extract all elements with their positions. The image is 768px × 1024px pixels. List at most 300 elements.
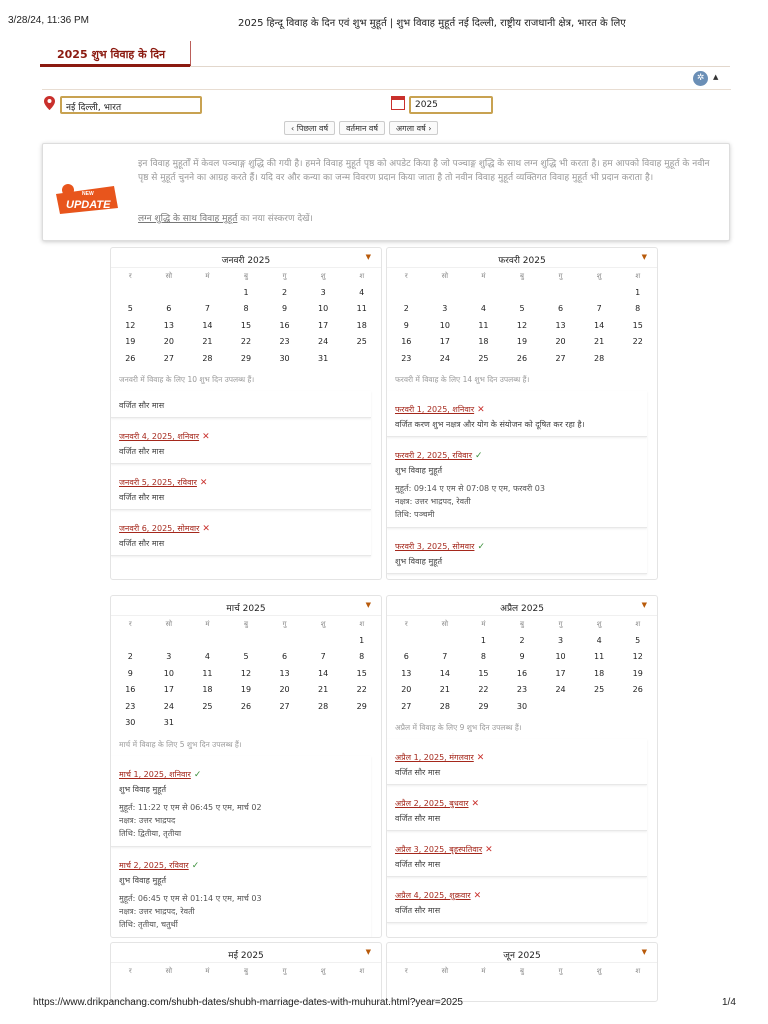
- empty-cell: [304, 633, 343, 650]
- muhurat-detail-line: नक्षत्र: उत्तर भाद्रपद, रेवती: [395, 497, 471, 506]
- muhurat-status: वर्जित सौर मास: [395, 906, 441, 915]
- weekday-label: मं: [481, 620, 486, 628]
- calendar-day[interactable]: 8: [635, 304, 641, 313]
- calendar-day[interactable]: 5: [127, 304, 133, 313]
- cross-icon: ✕: [202, 432, 210, 442]
- calendar-day[interactable]: 7: [442, 652, 448, 661]
- calendar-day[interactable]: 22: [356, 685, 367, 694]
- calendar-day[interactable]: 27: [401, 701, 412, 711]
- chevron-down-icon[interactable]: ▼: [365, 601, 371, 609]
- muhurat-status: वर्जित करण शुभ नक्षत्र और योग के संयोजन को दूषित कर रहा है।: [395, 420, 585, 429]
- calendar-day[interactable]: 12: [125, 320, 136, 330]
- muhurat-date-link[interactable]: जनवरी 4, 2025, शनिवार: [119, 432, 200, 441]
- calendar-day[interactable]: 17: [439, 337, 450, 346]
- muhurat-date-link[interactable]: अप्रैल 1, 2025, मंगलवार: [395, 753, 474, 762]
- month-header[interactable]: [111, 943, 381, 963]
- month-title: मार्च 2025: [226, 604, 266, 614]
- empty-cell: [265, 633, 304, 650]
- calendar-day[interactable]: 28: [439, 701, 450, 711]
- month-card: [110, 595, 382, 938]
- calendar-day[interactable]: 15: [478, 668, 489, 678]
- list-item: [111, 847, 371, 938]
- empty-cell: [150, 285, 189, 302]
- calendar-day[interactable]: 9: [282, 304, 288, 313]
- chevron-down-icon[interactable]: ▼: [641, 601, 647, 609]
- muhurat-status: वर्जित सौर मास: [395, 768, 441, 777]
- month-card: [386, 247, 658, 580]
- list-item: [387, 391, 647, 437]
- month-summary: फरवरी में विवाह के लिए 14 शुभ दिन उपलब्ध हैं।: [395, 375, 530, 384]
- calendar-day[interactable]: 6: [403, 652, 409, 661]
- calendar-day[interactable]: 18: [594, 668, 605, 678]
- location-input[interactable]: नई दिल्ली, भारत: [60, 96, 202, 114]
- calendar-day[interactable]: 25: [478, 353, 489, 363]
- month-header[interactable]: [111, 596, 381, 616]
- muhurat-details: [395, 482, 647, 521]
- weekday-label: गु: [282, 620, 287, 628]
- weekday-label: सो: [165, 620, 173, 628]
- calendar-day[interactable]: 13: [163, 320, 174, 330]
- empty-cell: [541, 285, 580, 302]
- calendar-day[interactable]: 18: [478, 337, 489, 346]
- calendar-day[interactable]: 21: [439, 685, 450, 694]
- weekday-label: शु: [596, 272, 602, 280]
- empty-cell: [150, 633, 189, 650]
- calendar-day[interactable]: 10: [555, 652, 566, 661]
- empty-cell: [580, 285, 619, 302]
- date-list: [111, 756, 381, 938]
- weekday-label: शु: [320, 967, 326, 975]
- chevron-down-icon[interactable]: ▼: [641, 253, 647, 261]
- calendar-day[interactable]: 25: [594, 685, 605, 694]
- weekday-label: श: [359, 620, 365, 628]
- date-list: [387, 391, 657, 574]
- cross-icon: ✕: [202, 524, 210, 534]
- muhurat-details: [119, 892, 371, 931]
- weekday-label: गु: [558, 272, 563, 280]
- muhurat-detail-line: तिथि: पञ्चमी: [395, 510, 435, 519]
- empty-cell: [188, 633, 227, 650]
- calendar-day[interactable]: 7: [596, 304, 602, 313]
- year-navigation: [284, 121, 438, 135]
- calendar-day[interactable]: 26: [632, 685, 643, 694]
- muhurat-detail-line: मुहूर्त: 09:14 ए एम से 07:08 ए एम, फरवरी 03: [395, 484, 545, 493]
- cross-icon: ✕: [473, 891, 482, 901]
- chevron-down-icon[interactable]: ▼: [365, 253, 371, 261]
- calendar-day[interactable]: 14: [202, 320, 213, 330]
- calendar-day[interactable]: 17: [555, 668, 566, 678]
- weekday-label: श: [359, 272, 365, 280]
- muhurat-date-link[interactable]: मार्च 1, 2025, शनिवार: [119, 769, 191, 779]
- month-card: [386, 942, 658, 1002]
- calendar-day[interactable]: 20: [401, 685, 412, 694]
- calendar-day[interactable]: 28: [594, 353, 605, 363]
- calendar-day[interactable]: 19: [516, 337, 528, 346]
- empty-cell: [227, 633, 266, 650]
- empty-cell: [387, 633, 426, 650]
- muhurat-date-link[interactable]: अप्रैल 4, 2025, शुक्रवार: [395, 891, 471, 900]
- print-date: 3/28/24, 11:36 PM: [8, 15, 89, 26]
- weekday-label: शु: [320, 620, 326, 628]
- muhurat-status: वर्जित सौर मास: [119, 447, 165, 456]
- calendar-day[interactable]: 8: [359, 652, 365, 661]
- calendar-day[interactable]: 4: [596, 635, 602, 645]
- calendar-day[interactable]: 2: [282, 287, 288, 297]
- weekday-label: सो: [441, 967, 449, 975]
- calendar-day[interactable]: 2: [127, 652, 133, 661]
- weekday-label: श: [635, 272, 641, 280]
- list-item: [387, 528, 647, 574]
- cross-icon: ✕: [471, 799, 480, 809]
- empty-cell: [426, 285, 465, 302]
- weekday-label: र: [404, 967, 408, 975]
- notice-link-line: [138, 211, 313, 224]
- month-title: जून 2025: [503, 951, 541, 961]
- calendar-day[interactable]: 26: [125, 353, 136, 363]
- month-summary: अप्रैल में विवाह के लिए 9 शुभ दिन उपलब्ध हैं।: [395, 723, 522, 732]
- check-icon: ✓: [477, 542, 485, 552]
- calendar-day[interactable]: 5: [519, 304, 525, 313]
- calendar-day[interactable]: 5: [243, 652, 249, 661]
- weekday-label: गु: [282, 272, 287, 280]
- empty-cell: [111, 285, 150, 302]
- calendar-day[interactable]: 20: [279, 685, 290, 694]
- weekday-label: श: [635, 620, 641, 628]
- divider: [42, 89, 731, 90]
- calendar-day[interactable]: 27: [279, 701, 290, 711]
- muhurat-date-link[interactable]: अप्रैल 2, 2025, बुधवार: [395, 799, 469, 808]
- calendar-day[interactable]: 9: [127, 668, 133, 678]
- muhurat-status: वर्जित सौर मास: [119, 539, 165, 548]
- muhurat-date-link[interactable]: फरवरी 3, 2025, सोमवार: [395, 542, 475, 551]
- muhurat-detail-line: नक्षत्र: उत्तर भाद्रपद: [119, 815, 176, 825]
- chevron-down-icon[interactable]: ▼: [641, 948, 647, 956]
- weekday-label: गु: [558, 967, 563, 975]
- calendar-grid: [387, 268, 657, 367]
- month-title: अप्रैल 2025: [500, 604, 544, 614]
- list-item: [111, 464, 371, 510]
- weekday-label: सो: [165, 272, 173, 280]
- calendar-day[interactable]: 12: [632, 652, 643, 661]
- calendar-day[interactable]: 30: [516, 701, 528, 711]
- calendar-day[interactable]: 28: [202, 353, 213, 363]
- muhurat-detail-line: मुहूर्त: 11:22 ए एम से 06:45 ए एम, मार्च 02: [119, 802, 262, 812]
- weekday-label: शु: [596, 620, 602, 628]
- list-item: [387, 877, 647, 923]
- new-update-badge: [52, 182, 121, 215]
- calendar-day[interactable]: 25: [356, 337, 367, 346]
- calendar-day[interactable]: 10: [163, 668, 174, 678]
- calendar-day[interactable]: 23: [516, 685, 528, 694]
- calendar-day[interactable]: 12: [516, 320, 528, 330]
- calendar-day[interactable]: 18: [202, 685, 213, 694]
- page-title-tab[interactable]: 2025 शुभ विवाह के दिन: [40, 41, 191, 67]
- calendar-day[interactable]: 6: [558, 304, 564, 313]
- month-card: [386, 595, 658, 938]
- calendar-day[interactable]: 29: [240, 353, 252, 363]
- calendar-grid: [111, 268, 381, 367]
- cross-icon: ✕: [477, 405, 485, 415]
- check-icon: ✓: [474, 451, 483, 461]
- calendar-day[interactable]: 10: [318, 304, 329, 313]
- settings-icon[interactable]: ✲: [693, 71, 708, 86]
- calendar-day[interactable]: 15: [240, 320, 252, 330]
- calendar-day[interactable]: 23: [279, 337, 290, 346]
- weekday-label: बु: [243, 620, 248, 628]
- muhurat-detail-line: मुहूर्त: 06:45 ए एम से 01:14 ए एम, मार्च 03: [119, 893, 262, 903]
- month-summary: जनवरी में विवाह के लिए 10 शुभ दिन उपलब्ध हैं।: [119, 375, 255, 384]
- calendar-day[interactable]: 12: [240, 668, 252, 678]
- calendar-day[interactable]: 4: [480, 304, 486, 313]
- calendar-day[interactable]: 14: [318, 668, 329, 678]
- muhurat-status: वर्जित सौर मास: [119, 401, 165, 410]
- calendar-day[interactable]: 11: [202, 668, 213, 678]
- list-item: [387, 739, 647, 785]
- muhurat-date-link[interactable]: मार्च 2, 2025, रविवार: [119, 860, 189, 870]
- print-page-number: 1/4: [722, 997, 736, 1008]
- cross-icon: ✕: [476, 753, 485, 763]
- weekday-label: बु: [519, 272, 524, 280]
- year-input[interactable]: 2025: [409, 96, 493, 114]
- calendar-day[interactable]: 4: [359, 287, 365, 297]
- calendar-day[interactable]: 29: [356, 701, 367, 711]
- new-muhurat-link[interactable]: लग्न शुद्धि के साथ विवाह मुहूर्त: [138, 214, 238, 224]
- calendar-day[interactable]: 8: [243, 304, 249, 313]
- calendar-day[interactable]: 3: [166, 652, 172, 661]
- calendar-day[interactable]: 3: [442, 304, 448, 313]
- weekday-label: र: [128, 620, 132, 628]
- empty-cell: [464, 285, 503, 302]
- calendar-day[interactable]: 16: [516, 668, 528, 678]
- calendar-day[interactable]: 15: [356, 668, 367, 678]
- muhurat-status: शुभ विवाह मुहूर्त: [395, 466, 443, 475]
- weekday-label: बु: [243, 272, 248, 280]
- calendar-day[interactable]: 11: [356, 304, 367, 313]
- calendar-grid: [387, 616, 657, 715]
- list-item: [111, 391, 371, 418]
- calendar-day[interactable]: 23: [125, 701, 136, 711]
- calendar-day[interactable]: 19: [632, 668, 643, 678]
- weekday-label: श: [359, 967, 365, 975]
- calendar-day[interactable]: 11: [594, 652, 605, 661]
- list-item: [387, 785, 647, 831]
- calendar-day[interactable]: 6: [166, 304, 172, 313]
- calendar-grid: [111, 616, 381, 732]
- calendar-day[interactable]: 11: [478, 320, 489, 330]
- weekday-label: श: [635, 967, 641, 975]
- calendar-day[interactable]: 23: [401, 353, 412, 363]
- notice-text: इन विवाह मुहूर्तों में केवल पञ्चाङ्ग शुद्धि की गयी है। हमने विवाह मुहूर्त पृष्ठ को अपडेट किया है जो पञ्चाङ्ग शुद्धि के साथ लग्न शुद्धि भी करता है। हम आपको विवाह मुहूर्त के नवीन पृष्ठ से मुहूर्त चुनने का आग्रह करते हैं। यदि वर और कन्या का जन्म विवरण प्रदान किया जाता है तो नवीन विवाह मुहूर्त व्यक्तिगत विवाह मुहूर्त भी प्रदान कराता है।: [138, 159, 710, 183]
- weekday-label: बु: [519, 967, 524, 975]
- muhurat-date-link[interactable]: जनवरी 6, 2025, सोमवार: [119, 524, 200, 533]
- muhurat-date-link[interactable]: फरवरी 1, 2025, शनिवार: [395, 405, 475, 414]
- calendar-day[interactable]: 20: [555, 337, 566, 346]
- calendar-day[interactable]: 14: [594, 320, 605, 330]
- location-pin-icon: [44, 96, 55, 110]
- calendar-day[interactable]: 8: [480, 652, 486, 661]
- month-title: फरवरी 2025: [498, 256, 546, 266]
- weekday-label: बु: [243, 967, 248, 975]
- calendar-day[interactable]: 13: [279, 668, 290, 678]
- month-header[interactable]: [387, 943, 657, 963]
- month-header[interactable]: [111, 248, 381, 268]
- calendar-day[interactable]: 14: [439, 668, 450, 678]
- calendar-day[interactable]: 21: [318, 685, 329, 694]
- month-header[interactable]: [387, 596, 657, 616]
- weekday-label: मं: [481, 272, 486, 280]
- calendar-day[interactable]: 1: [243, 287, 249, 297]
- muhurat-detail-line: नक्षत्र: उत्तर भाद्रपद, रेवती: [119, 906, 195, 916]
- weekday-label: र: [404, 620, 408, 628]
- calendar-day[interactable]: 15: [632, 320, 643, 330]
- weekday-label: शु: [596, 967, 602, 975]
- calendar-day[interactable]: 25: [202, 701, 213, 711]
- divider: [190, 66, 730, 67]
- calendar-day[interactable]: 29: [478, 701, 489, 711]
- calendar-day[interactable]: 2: [519, 635, 525, 645]
- calendar-day[interactable]: 19: [240, 685, 252, 694]
- weekday-label: सो: [165, 967, 173, 975]
- calendar-day[interactable]: 1: [480, 635, 486, 645]
- empty-cell: [188, 285, 227, 302]
- calendar-icon: [391, 96, 405, 110]
- calendar-day[interactable]: 24: [555, 685, 566, 694]
- calendar-day[interactable]: 27: [163, 353, 174, 363]
- calendar-day[interactable]: 16: [125, 685, 136, 694]
- calendar-day[interactable]: 30: [279, 353, 290, 363]
- calendar-day[interactable]: 21: [594, 337, 605, 346]
- list-item: [111, 510, 371, 556]
- weekday-label: बु: [519, 620, 524, 628]
- calendar-day[interactable]: 7: [320, 652, 326, 661]
- muhurat-date-link[interactable]: जनवरी 5, 2025, रविवार: [119, 478, 197, 487]
- date-list: [387, 739, 657, 923]
- list-item: [387, 831, 647, 877]
- calendar-day[interactable]: 27: [555, 353, 566, 363]
- calendar-day[interactable]: 17: [318, 320, 329, 330]
- month-title: जनवरी 2025: [221, 256, 271, 266]
- print-url: https://www.drikpanchang.com/shubh-dates/shubh-marriage-dates-with-muhurat.html?year=2025: [33, 997, 463, 1008]
- weekday-label: सो: [441, 620, 449, 628]
- month-summary: मार्च में विवाह के लिए 5 शुभ दिन उपलब्ध हैं।: [119, 739, 242, 749]
- check-icon: ✓: [193, 769, 202, 780]
- calendar-grid: [387, 963, 657, 980]
- calendar-day[interactable]: 4: [204, 652, 210, 661]
- caret-up-icon[interactable]: ▲: [713, 73, 719, 81]
- calendar-day[interactable]: 16: [279, 320, 290, 330]
- muhurat-status: वर्जित सौर मास: [119, 493, 165, 502]
- muhurat-date-link[interactable]: अप्रैल 3, 2025, बृहस्पतिवार: [395, 845, 483, 854]
- muhurat-detail-line: तिथि: तृतीया, चतुर्थी: [119, 919, 178, 929]
- month-header[interactable]: [387, 248, 657, 268]
- empty-cell: [387, 285, 426, 302]
- empty-cell: [111, 633, 150, 650]
- calendar-day[interactable]: 13: [401, 668, 412, 678]
- month-card: [110, 247, 382, 580]
- cross-icon: ✕: [485, 845, 493, 855]
- calendar-day[interactable]: 7: [204, 304, 210, 313]
- calendar-day[interactable]: 9: [403, 320, 409, 330]
- calendar-day[interactable]: 22: [478, 685, 489, 694]
- weekday-label: मं: [205, 272, 210, 280]
- muhurat-status: शुभ विवाह मुहूर्त: [119, 875, 167, 885]
- empty-cell: [426, 633, 465, 650]
- chevron-down-icon[interactable]: ▼: [365, 948, 371, 956]
- calendar-day[interactable]: 1: [359, 635, 365, 645]
- calendar-day[interactable]: 26: [516, 353, 528, 363]
- muhurat-date-link[interactable]: फरवरी 2, 2025, रविवार: [395, 451, 472, 460]
- weekday-label: र: [404, 272, 408, 280]
- check-icon: ✓: [191, 860, 200, 871]
- calendar-day[interactable]: 22: [240, 337, 252, 346]
- notice-link-suffix: का नया संस्करण देखें।: [237, 214, 313, 224]
- current-year-button[interactable]: वर्तमान वर्ष: [339, 121, 385, 135]
- calendar-day[interactable]: 10: [439, 320, 450, 330]
- calendar-day[interactable]: 13: [555, 320, 566, 330]
- weekday-label: र: [128, 272, 132, 280]
- weekday-label: मं: [205, 620, 210, 628]
- calendar-day[interactable]: 3: [320, 287, 326, 297]
- calendar-day[interactable]: 24: [439, 353, 450, 363]
- calendar-day[interactable]: 6: [282, 652, 288, 661]
- calendar-day[interactable]: 16: [401, 337, 412, 346]
- month-card: [110, 942, 382, 1002]
- next-year-button[interactable]: अगला वर्ष ›: [389, 121, 438, 135]
- calendar-day[interactable]: 19: [125, 337, 136, 346]
- calendar-day[interactable]: 1: [635, 287, 641, 297]
- calendar-day[interactable]: 31: [318, 353, 329, 363]
- muhurat-status: शुभ विवाह मुहूर्त: [119, 784, 167, 794]
- calendar-day[interactable]: 17: [163, 685, 174, 694]
- calendar-day[interactable]: 26: [240, 701, 252, 711]
- muhurat-status: वर्जित सौर मास: [395, 860, 441, 869]
- calendar-day[interactable]: 5: [635, 635, 641, 645]
- prev-year-button[interactable]: ‹ पिछला वर्ष: [284, 121, 335, 135]
- muhurat-details: [119, 801, 371, 840]
- cross-icon: ✕: [199, 478, 208, 488]
- empty-cell: [503, 285, 542, 302]
- calendar-day[interactable]: 20: [163, 337, 174, 346]
- list-item: [111, 418, 371, 464]
- calendar-day[interactable]: 31: [163, 718, 174, 727]
- calendar-day[interactable]: 18: [356, 320, 367, 330]
- calendar-day[interactable]: 22: [632, 337, 643, 346]
- update-notice: [42, 143, 730, 241]
- muhurat-status: वर्जित सौर मास: [395, 814, 441, 823]
- list-item: [111, 756, 371, 847]
- weekday-label: सो: [441, 272, 449, 280]
- calendar-day[interactable]: 28: [318, 701, 329, 711]
- list-item: [387, 437, 647, 528]
- calendar-day[interactable]: 21: [202, 337, 213, 346]
- calendar-day[interactable]: 3: [558, 635, 564, 645]
- weekday-label: गु: [282, 967, 287, 975]
- print-title: 2025 हिन्दू विवाह के दिन एवं शुभ मुहूर्त | शुभ विवाह मुहूर्त नई दिल्ली, राष्ट्रीय राजधानी क्षेत्र, भारत के लिए: [238, 18, 626, 29]
- calendar-day[interactable]: 9: [519, 652, 525, 661]
- badge-update-label: UPDATE: [66, 199, 111, 211]
- weekday-label: मं: [205, 967, 210, 975]
- calendar-day[interactable]: 30: [125, 718, 136, 727]
- calendar-grid: [111, 963, 381, 980]
- calendar-day[interactable]: 2: [403, 304, 409, 313]
- calendar-day[interactable]: 24: [318, 337, 329, 346]
- badge-new-label: NEW: [82, 191, 94, 197]
- muhurat-detail-line: तिथि: द्वितीया, तृतीया: [119, 828, 182, 838]
- weekday-label: र: [128, 967, 132, 975]
- calendar-day[interactable]: 24: [163, 701, 174, 711]
- weekday-label: शु: [320, 272, 326, 280]
- weekday-label: गु: [558, 620, 563, 628]
